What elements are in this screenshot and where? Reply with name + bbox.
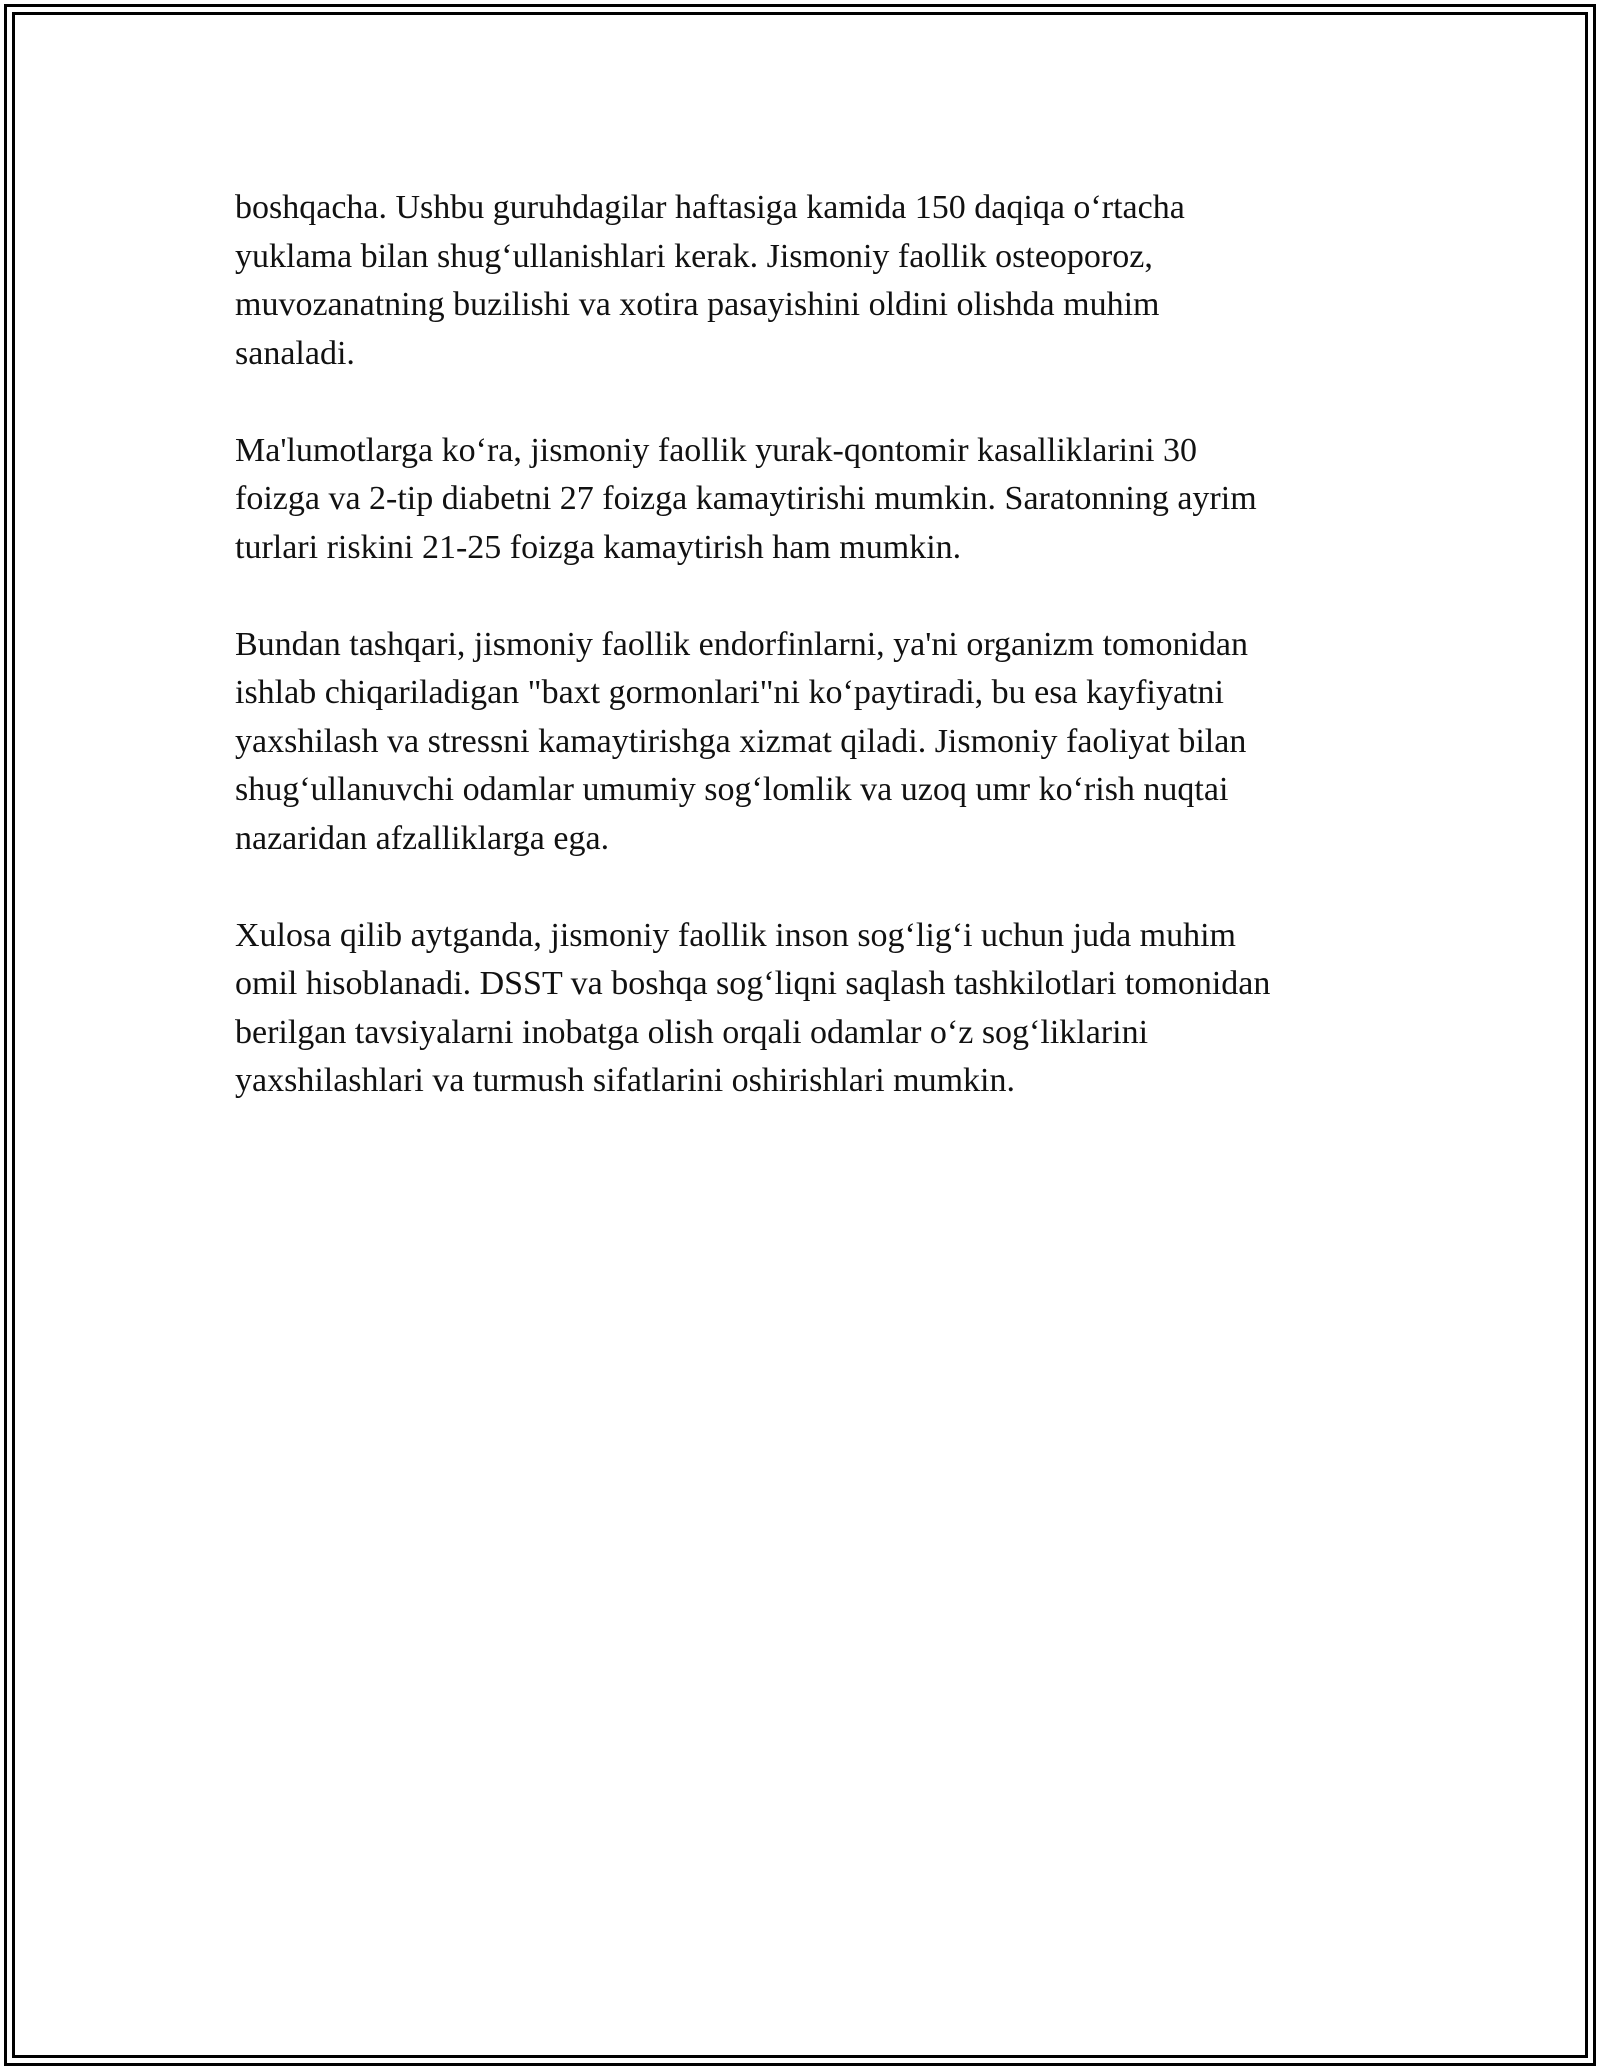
text-line: yuklama bilan shug‘ullanishlari kerak. Jismoniy faollik osteoporoz, (235, 237, 1153, 275)
text-line: berilgan tavsiyalarni inobatga olish orqali odamlar o‘z sog‘liklarini (235, 1013, 1149, 1051)
text-line: yaxshilashlari va turmush sifatlarini oshirishlari mumkin. (235, 1062, 1015, 1099)
text-line: foizga va 2-tip diabetni 27 foizga kamaytirishi mumkin. Saratonning ayrim (235, 480, 1257, 517)
text-line: ishlab chiqariladigan "baxt gormonlari"ni ko‘paytiradi, bu esa kayfiyatni (235, 674, 1224, 711)
text-line: boshqacha. Ushbu guruhdagilar haftasiga kamida 150 daqiqa o‘rtacha (235, 189, 1185, 226)
text-line: nazaridan afzalliklarga ega. (235, 819, 610, 857)
text-line: omil hisoblanadi. DSST va boshqa sog‘liqni saqlash tashkilotlari tomonidan (235, 965, 1271, 1002)
text-line: Xulosa qilib aytganda, jismoniy faollik inson sog‘lig‘i uchun juda muhim (235, 916, 1237, 954)
document-body (235, 184, 1395, 1154)
text-line: sanaladi. (235, 334, 355, 372)
text-line: muvozanatning buzilishi va xotira pasayishini oldini olishda muhim (235, 286, 1160, 323)
paragraph-4 (235, 912, 1395, 1106)
paragraph-1 (235, 184, 1395, 378)
text-line: Bundan tashqari, jismoniy faollik endorfinlarni, ya'ni organizm tomonidan (235, 625, 1249, 663)
paragraph-2 (235, 427, 1395, 573)
text-line: yaxshilash va stressni kamaytirishga xizmat qiladi. Jismoniy faoliyat bilan (235, 722, 1247, 760)
paragraph-3 (235, 621, 1395, 864)
text-line: turlari riskini 21-25 foizga kamaytirish ham mumkin. (235, 528, 962, 566)
text-line: shug‘ullanuvchi odamlar umumiy sog‘lomlik va uzoq umr ko‘rish nuqtai (235, 771, 1229, 808)
text-line: Ma'lumotlarga ko‘ra, jismoniy faollik yurak-qontomir kasalliklarini 30 (235, 431, 1198, 469)
